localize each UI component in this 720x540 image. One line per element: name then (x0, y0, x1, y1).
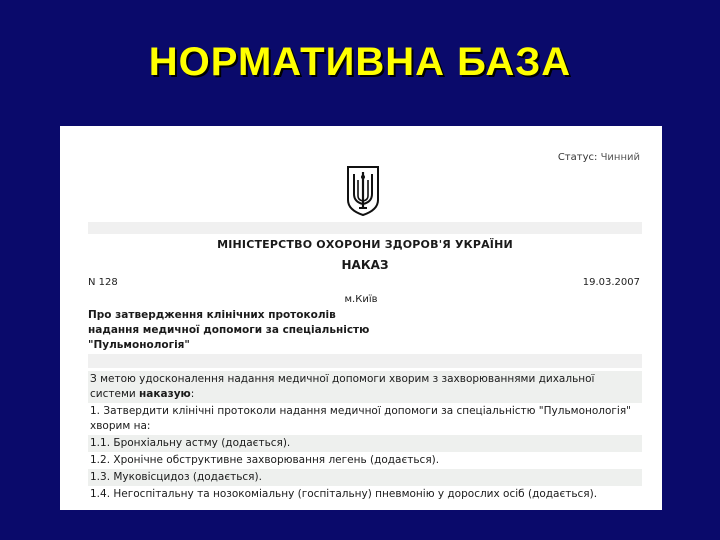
order-item: 1.4. Негоспітальну та нозокоміальну (госпітальну) пневмонію у дорослих осіб (додається). (90, 488, 598, 500)
document-type: НАКАЗ (341, 258, 389, 272)
document-number: N 128 (88, 277, 118, 288)
slide-title: НОРМАТИВНА БАЗА (148, 40, 572, 84)
order-item: 1.3. Муковісцидоз (додається). (88, 469, 642, 486)
order-item: 1.1. Бронхіальну астму (додається). (88, 435, 642, 452)
subject-line: Про затвердження клінічних протоколів (88, 309, 336, 321)
preamble-bold: наказую (139, 388, 191, 400)
status-value: Чинний (600, 152, 640, 163)
document-body (88, 371, 642, 503)
ministry-name: МІНІСТЕРСТВО ОХОРОНИ ЗДОРОВ'Я УКРАЇНИ (217, 238, 513, 251)
document-status (558, 152, 640, 163)
subject-line: надання медичної допомоги за спеціальністю (88, 324, 370, 336)
document-subject (88, 308, 418, 353)
document-screenshot (60, 126, 662, 510)
separator-band (88, 354, 642, 368)
order-item: 1. Затвердити клінічні протоколи надання медичної допомоги за спеціальністю "Пульмонологія" хворим на: (90, 405, 631, 432)
order-item: 1.2. Хронічне обструктивне захворювання легень (додається). (90, 454, 440, 466)
preamble-tail: : (190, 388, 195, 400)
trident-coat-of-arms-icon (345, 164, 381, 218)
header-band (88, 222, 642, 234)
preamble (88, 371, 642, 403)
document-date: 19.03.2007 (582, 277, 640, 288)
document-city: м.Київ (344, 294, 378, 305)
preamble-text: З метою удосконалення надання медичної допомоги хворим з захворюваннями дихальної системи (90, 373, 595, 400)
status-label: Статус: (557, 152, 598, 163)
subject-line: "Пульмонологія" (88, 339, 190, 351)
